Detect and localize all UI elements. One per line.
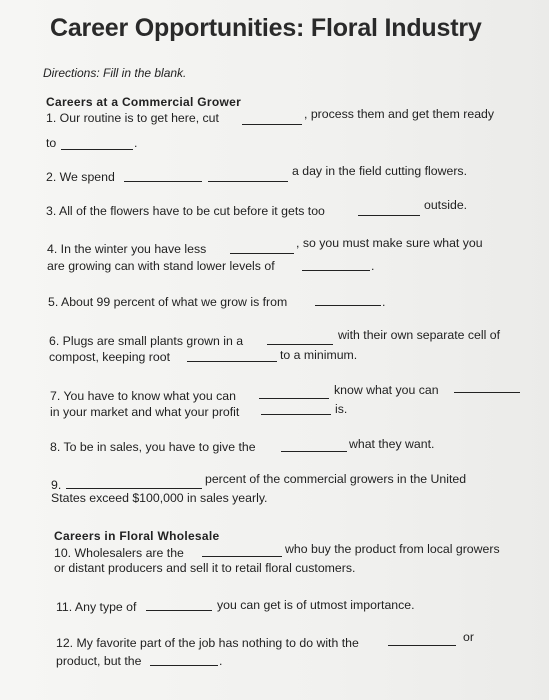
question-7-text-c: in your market and what your profit — [50, 405, 240, 419]
question-4-text-a: 4. In the winter you have less — [47, 242, 207, 256]
question-2-blank-1[interactable] — [124, 181, 202, 182]
question-11-blank-1[interactable] — [146, 610, 212, 611]
question-10-blank-1[interactable] — [202, 556, 282, 557]
question-7-blank-2[interactable] — [454, 392, 520, 393]
question-7-blank-3[interactable] — [261, 414, 331, 415]
question-12-blank-2[interactable] — [150, 665, 218, 666]
directions-text: Directions: Fill in the blank. — [43, 66, 187, 80]
question-6-blank-1[interactable] — [267, 344, 333, 345]
question-6-text-c: compost, keeping root — [49, 350, 170, 364]
question-12-text-a: 12. My favorite part of the job has nothing to do with the — [56, 636, 359, 650]
question-1-text-a: 1. Our routine is to get here, cut — [46, 111, 219, 125]
question-4-blank-2[interactable] — [302, 270, 370, 271]
question-3-text-b: outside. — [424, 198, 468, 212]
question-12-text-c: product, but the — [56, 654, 142, 668]
question-4-text-c: are growing can with stand lower levels of — [47, 259, 275, 273]
question-5-text-b: . — [382, 295, 386, 309]
question-7-text-a: 7. You have to know what you can — [50, 389, 236, 403]
question-5-blank-1[interactable] — [315, 305, 381, 306]
question-2-text-b: a day in the field cutting flowers. — [292, 164, 467, 178]
question-8-text-b: what they want. — [349, 437, 435, 451]
question-8-blank-1[interactable] — [281, 451, 347, 452]
question-11-text-a: 11. Any type of — [56, 600, 137, 614]
question-10-text-c: or distant producers and sell it to retail floral customers. — [54, 561, 356, 575]
question-7-text-d: is. — [335, 402, 348, 416]
question-9-text-a: 9. — [51, 478, 62, 492]
question-2-text-a: 2. We spend — [46, 170, 115, 184]
question-8-text-a: 8. To be in sales, you have to give the — [50, 440, 256, 454]
question-6-text-b: with their own separate cell of — [338, 328, 500, 342]
question-2-blank-2[interactable] — [208, 181, 288, 182]
section-heading-floral-wholesale: Careers in Floral Wholesale — [54, 529, 220, 543]
question-10-text-b: who buy the product from local growers — [285, 542, 500, 556]
question-7-text-b: know what you can — [334, 383, 439, 397]
page-title: Career Opportunities: Floral Industry — [50, 14, 482, 42]
question-11-text-b: you can get is of utmost importance. — [217, 598, 415, 612]
question-12-text-b: or — [463, 630, 474, 644]
question-3-blank-1[interactable] — [358, 215, 420, 216]
section-heading-commercial-grower: Careers at a Commercial Grower — [46, 95, 242, 109]
question-6-blank-2[interactable] — [187, 361, 277, 362]
question-9-text-c: States exceed $100,000 in sales yearly. — [51, 491, 268, 505]
question-4-blank-1[interactable] — [230, 253, 294, 254]
question-1-text-b: , process them and get them ready — [304, 107, 495, 121]
question-12-text-d: . — [219, 654, 223, 668]
question-1-text-c: to — [46, 136, 57, 150]
question-9-text-b: percent of the commercial growers in the United — [205, 472, 467, 486]
question-6-text-a: 6. Plugs are small plants grown in a — [49, 334, 244, 348]
question-4-text-d: . — [371, 259, 375, 273]
question-1-text-d: . — [134, 136, 138, 150]
question-10-text-a: 10. Wholesalers are the — [54, 546, 184, 560]
question-1-blank-2[interactable] — [61, 149, 133, 150]
question-5-text-a: 5. About 99 percent of what we grow is from — [48, 295, 288, 309]
question-6-text-d: to a minimum. — [280, 348, 358, 362]
question-4-text-b: , so you must make sure what you — [296, 236, 483, 250]
question-9-blank-1[interactable] — [66, 488, 202, 489]
question-1-blank-1[interactable] — [242, 124, 302, 125]
question-7-blank-1[interactable] — [259, 398, 329, 399]
question-12-blank-1[interactable] — [388, 645, 456, 646]
question-3-text-a: 3. All of the flowers have to be cut before it gets too — [46, 204, 325, 218]
